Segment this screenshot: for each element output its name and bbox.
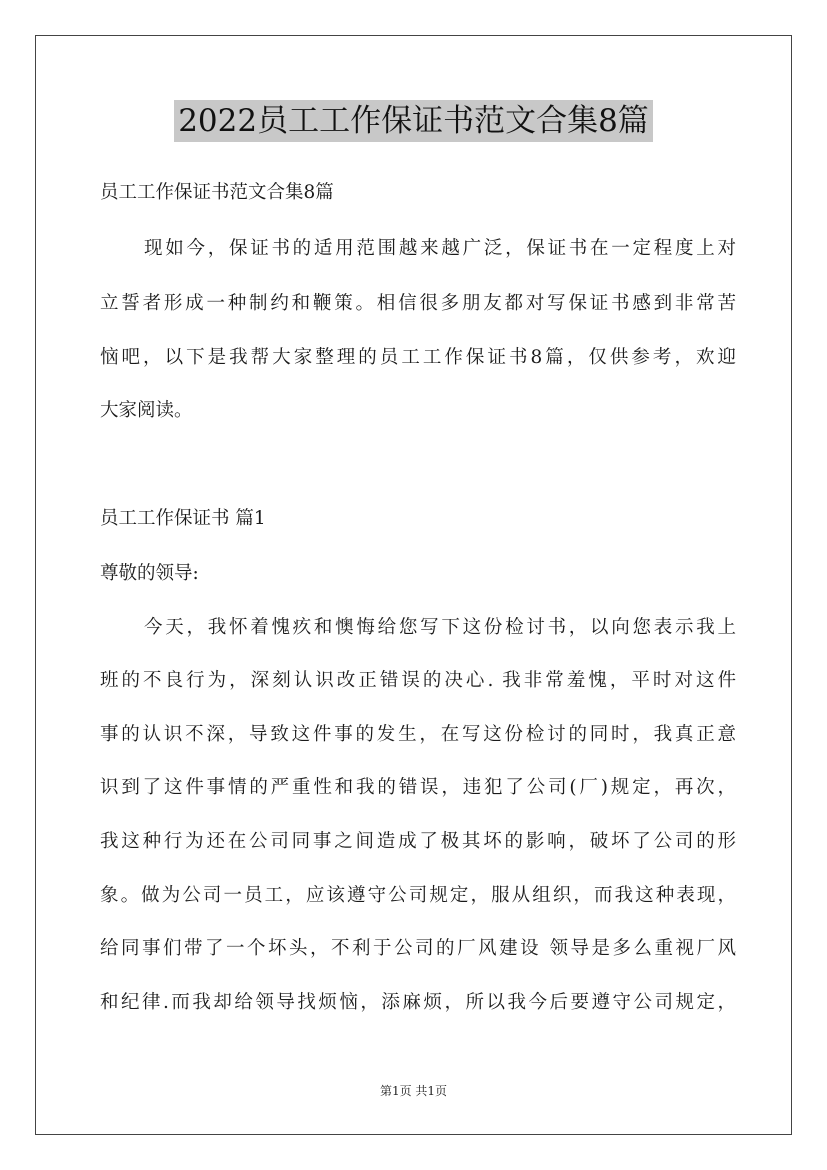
body-line: 事的认识不深，导致这件事的发生，在写这份检讨的同时，我真正意 bbox=[100, 724, 736, 745]
body-line: 给同事们带了一个坏头，不利于公司的厂风建设 领导是多么重视厂风 bbox=[100, 938, 736, 959]
body-line: 识到了这件事情的严重性和我的错误，违犯了公司(厂)规定，再次， bbox=[100, 777, 736, 798]
section-heading: 员工工作保证书 篇1 bbox=[100, 508, 266, 529]
document-subtitle: 员工工作保证书范文合集8篇 bbox=[100, 182, 334, 203]
intro-line: 立誓者形成一种制约和鞭策。相信很多朋友都对写保证书感到非常苦 bbox=[100, 293, 736, 314]
body-line: 和纪律.而我却给领导找烦恼，添麻烦，所以我今后要遵守公司规定， bbox=[100, 992, 736, 1013]
salutation: 尊敬的领导: bbox=[100, 563, 199, 584]
body-line: 我这种行为还在公司同事之间造成了极其坏的影响，破坏了公司的形 bbox=[100, 831, 736, 852]
intro-line: 大家阅读。 bbox=[100, 400, 193, 421]
intro-line: 恼吧，以下是我帮大家整理的员工工作保证书8篇，仅供参考，欢迎 bbox=[100, 347, 736, 368]
body-line: 象。做为公司一员工，应该遵守公司规定，服从组织，而我这种表现， bbox=[100, 885, 736, 906]
title-container bbox=[0, 100, 827, 142]
document-title: 2022员工工作保证书范文合集8篇 bbox=[174, 100, 653, 142]
body-line: 今天，我怀着愧疚和懊悔给您写下这份检讨书，以向您表示我上 bbox=[144, 617, 736, 638]
page-footer: 第1页 共1页 bbox=[379, 1084, 448, 1098]
body-line: 班的不良行为，深刻认识改正错误的决心. 我非常羞愧，平时对这件 bbox=[100, 670, 736, 691]
intro-line: 现如今，保证书的适用范围越来越广泛，保证书在一定程度上对 bbox=[144, 238, 736, 259]
